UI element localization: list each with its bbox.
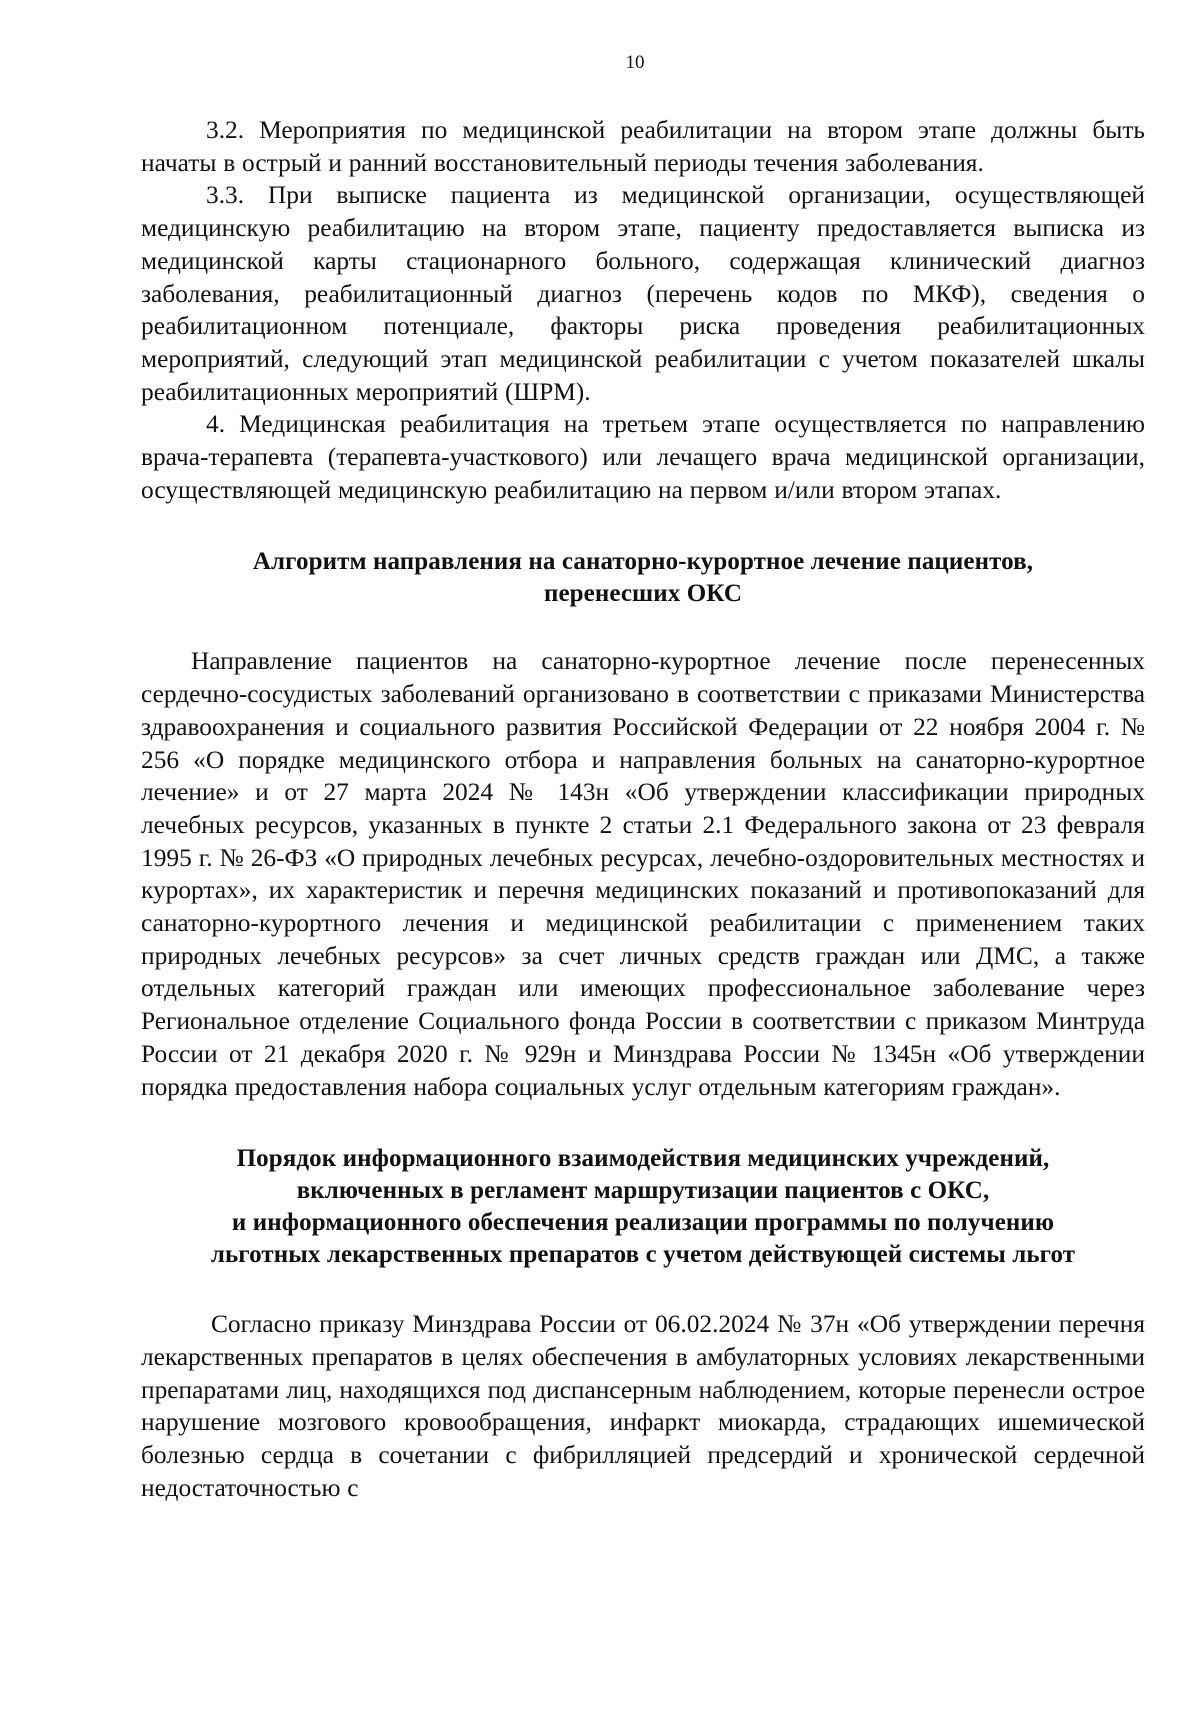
spacer xyxy=(141,610,1145,645)
heading-line: и информационного обеспечения реализации программы по получению xyxy=(231,1209,1055,1237)
paragraph-order-37n: Согласно приказу Минздрава России от 06.02.2024 № 37н «Об утверждении перечня лекарственных препаратов в целях обеспечения в амбулаторных условиях лекарственными препаратами лиц, находящихся под диспансерным наблюдением, которые перенесли острое нарушение мозгового кровообращения, инфаркт миокарда, страдающих ишемической болезнью сердца в сочетании с фибрилляцией предсердий и хронической сердечной недостаточностью с xyxy=(141,1310,1145,1502)
page-content xyxy=(141,114,1145,1505)
spacer xyxy=(141,1103,1145,1143)
heading-line: льготных лекарственных препаратов с учетом действующей системы льгот xyxy=(210,1241,1076,1269)
spacer xyxy=(141,1271,1145,1308)
section-heading-sanatorium xyxy=(141,546,1145,610)
paragraph-sanatorium: Направление пациентов на санаторно-курортное лечение после перенесенных сердечно-сосудистых заболеваний организовано в соответствии с приказами Министерства здравоохранения и социального развития Российской Федерации от 22 ноября 2004 г. № 256 «О порядке медицинского отбора и направления больных на санаторно-курортное лечение» и от 27 марта 2024 № 143н «Об утверждении классификации природных лечебных ресурсов, указанных в пункте 2 статьи 2.1 Федерального закона от 23 февраля 1995 г. № 26-ФЗ «О природных лечебных ресурсах, лечебно-оздоровительных местностях и курортах», их характеристик и перечня медицинских показаний и противопоказаний для санаторно-курортного лечения и медицинской реабилитации с применением таких природных лечебных ресурсов» за счет личных средств граждан или ДМС, а также отдельных категорий граждан или имеющих профессиональное заболевание через Региональное отделение Социального фонда России в соответствии с приказом Минтруда России от 21 декабря 2020 г. № 929н и Минздрава России № 1345н «Об утверждении порядка предоставления набора социальных услуг отдельным категориям граждан». xyxy=(141,647,1145,1101)
heading-line: включенных в регламент маршрутизации пациентов с ОКС, xyxy=(296,1177,990,1205)
heading-line: Алгоритм направления на санаторно-курортное лечение пациентов, xyxy=(252,548,1034,576)
paragraph-3-3: 3.3. При выписке пациента из медицинской организации, осуществляющей медицинскую реабилитацию на втором этапе, пациенту предоставляется выписка из медицинской карты стационарного больного, содержащая клинический диагноз заболевания, реабилитационный диагноз (перечень кодов по МКФ), сведения о реабилитационном потенциале, факторы риска проведения реабилитационных мероприятий, следующий этап медицинской реабилитации с учетом показателей шкалы реабилитационных мероприятий (ШРМ). xyxy=(141,181,1145,406)
heading-line: перенесших ОКС xyxy=(543,580,743,608)
paragraph-3-2: 3.2. Мероприятия по медицинской реабилитации на втором этапе должны быть начаты в острый и ранний восстановительный периоды течения заболевания. xyxy=(141,116,1145,177)
heading-line: Порядок информационного взаимодействия медицинских учреждений, xyxy=(236,1145,1050,1173)
spacer xyxy=(141,506,1145,546)
section-heading-information xyxy=(141,1143,1145,1271)
paragraph-4: 4. Медицинская реабилитация на третьем этапе осуществляется по направлению врача-терапевта (терапевта-участкового) или лечащего врача медицинской организации, осуществляющей медицинскую реабилитацию на первом и/или втором этапах. xyxy=(141,410,1145,504)
page-number: 10 xyxy=(625,52,645,73)
